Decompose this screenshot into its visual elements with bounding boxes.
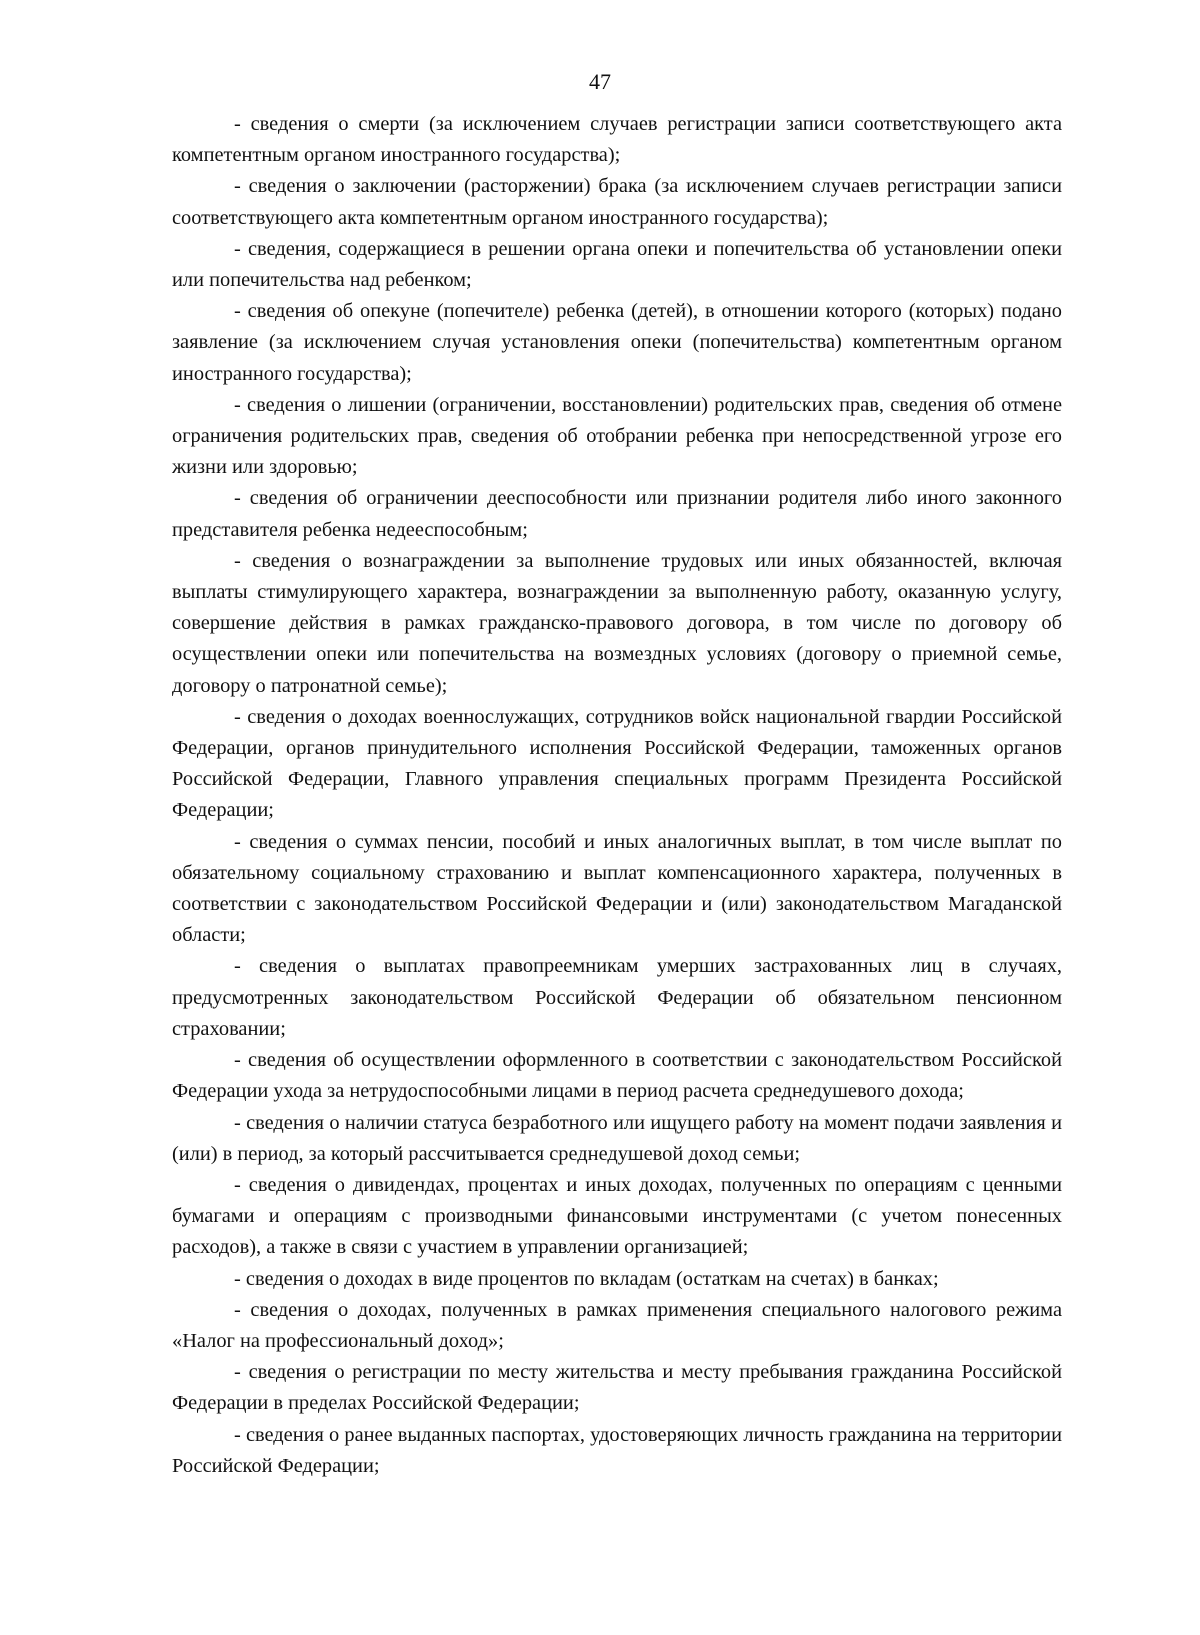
- list-item: - сведения о регистрации по месту жительства и месту пребывания гражданина Российской Федерации в пределах Российской Федерации;: [172, 1361, 1062, 1415]
- list-item: - сведения о смерти (за исключением случаев регистрации записи соответствующего акта компетентным органом иностранного государства);: [172, 113, 1062, 167]
- list-item: - сведения об опекуне (попечителе) ребенка (детей), в отношении которого (которых) подано заявление (за исключением случая установления опеки (попечительства) компетентным органом иностранного государства);: [172, 300, 1062, 385]
- list-item: - сведения о суммах пенсии, пособий и иных аналогичных выплат, в том числе выплат по обязательному социальному страхованию и выплат компенсационного характера, полученных в соответствии с законодательством Российской Федерации и (или) законодательством Магаданской области;: [172, 830, 1062, 947]
- list-item: - сведения о заключении (расторжении) брака (за исключением случаев регистрации записи соответствующего акта компетентным органом иностранного государства);: [172, 175, 1062, 229]
- list-item: - сведения о выплатах правопреемникам умерших застрахованных лиц в случаях, предусмотренных законодательством Российской Федерации об обязательном пенсионном страховании;: [172, 955, 1062, 1040]
- list-item: - сведения о дивидендах, процентах и иных доходах, полученных по операциям с ценными бумагами и операциям с производными финансовыми инструментами (с учетом понесенных расходов), а также в связи с участием в управлении организацией;: [172, 1173, 1062, 1259]
- list-item: - сведения об ограничении дееспособности или признании родителя либо иного законного представителя ребенка недееспособным;: [172, 487, 1062, 541]
- list-item: - сведения о доходах, полученных в рамках применения специального налогового режима «Налог на профессиональный доход»;: [172, 1298, 1062, 1352]
- list-item: - сведения о лишении (ограничении, восстановлении) родительских прав, сведения об отмене ограничения родительских прав, сведения об отобрании ребенка при непосредственной угрозе его жизни или здоровью;: [172, 393, 1062, 479]
- list-item: - сведения о наличии статуса безработного или ищущего работу на момент подачи заявления и (или) в период, за который рассчитывается среднедушевой доход семьи;: [172, 1111, 1062, 1165]
- page-number: 47: [589, 69, 611, 94]
- list-item: - сведения, содержащиеся в решении органа опеки и попечительства об установлении опеки или попечительства над ребенком;: [172, 237, 1062, 292]
- list-item: - сведения о доходах в виде процентов по вкладам (остаткам на счетах) в банках;: [234, 1267, 939, 1290]
- list-item: - сведения о доходах военнослужащих, сотрудников войск национальной гвардии Российской Федерации, органов принудительного исполнения Российской Федерации, таможенных органов Российской Федерации, Главного управления специальных программ Президента Российской Федерации;: [172, 705, 1062, 822]
- list-item: - сведения о ранее выданных паспортах, удостоверяющих личность гражданина на территории Российской Федерации;: [172, 1423, 1062, 1477]
- document-body: [172, 109, 1062, 1482]
- list-item: - сведения о вознаграждении за выполнение трудовых или иных обязанностей, включая выплаты стимулирующего характера, вознаграждении за выполненную работу, оказанную услугу, совершение действия в рамках гражданско-правового договора, в том числе по договору об осуществлении опеки или попечительства на возмездных условиях (договору о приемной семье, договору о патронатной семье);: [172, 549, 1062, 697]
- list-item: - сведения об осуществлении оформленного в соответствии с законодательством Российской Федерации ухода за нетрудоспособными лицами в период расчета среднедушевого дохода;: [172, 1049, 1062, 1103]
